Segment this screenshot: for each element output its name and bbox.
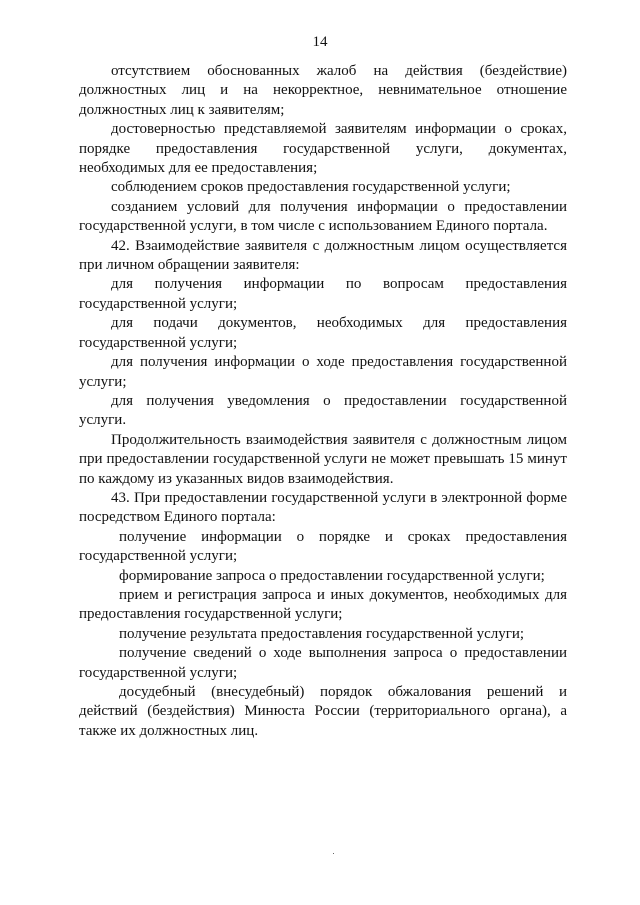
page-number: 14	[312, 34, 328, 50]
paragraph-duration: Продолжительность взаимодействия заявителя с должностным лицом при предоставлении государственной услуги не может превышать 15 минут по каждому из указанных видов взаимодействия.	[79, 431, 567, 487]
paragraph-43-info: получение информации о порядке и сроках предоставления государственной услуги;	[79, 528, 567, 565]
document-body	[79, 62, 567, 741]
paragraph-42-documents: для подачи документов, необходимых для предоставления государственной услуги;	[79, 315, 567, 351]
paragraph-reliability: достоверностью представляемой заявителям информации о сроках, порядке предоставления государственной услуги, документах, необходимых для ее предоставления;	[79, 121, 567, 177]
paragraph-43-appeal: досудебный (внесудебный) порядок обжалования решений и действий (бездействия) Минюста России (территориального органа), а также их должностных лиц.	[79, 684, 567, 739]
paragraph-43-result: получение результата предоставления государственной услуги;	[119, 625, 525, 642]
paragraph-deadlines: соблюдением сроков предоставления государственной услуги;	[111, 179, 511, 196]
paragraph-42-info: для получения информации по вопросам предоставления государственной услуги;	[79, 276, 567, 312]
paragraph-43-intro: 43. При предоставлении государственной услуги в электронной форме посредством Единого портала:	[79, 489, 567, 526]
paragraph-conditions: созданием условий для получения информации о предоставлении государственной услуги, в том числе с использованием Единого портала.	[79, 198, 567, 235]
scan-speck	[333, 853, 334, 854]
paragraph-43-request: формирование запроса о предоставлении государственной услуги;	[119, 567, 545, 584]
paragraph-42-intro: 42. Взаимодействие заявителя с должностным лицом осуществляется при личном обращении заявителя:	[79, 237, 567, 274]
paragraph-43-status: получение сведений о ходе выполнения запроса о предоставлении государственной услуги;	[79, 645, 567, 681]
paragraph-complaints: отсутствием обоснованных жалоб на действия (бездействие) должностных лиц и на некорректное, невнимательное отношение должностных лиц к заявителям;	[79, 63, 567, 118]
paragraph-43-registration: прием и регистрация запроса и иных документов, необходимых для предоставления государственной услуги;	[79, 586, 567, 623]
paragraph-42-progress: для получения информации о ходе предоставления государственной услуги;	[79, 354, 567, 390]
paragraph-42-notification: для получения уведомления о предоставлении государственной услуги.	[79, 392, 567, 429]
